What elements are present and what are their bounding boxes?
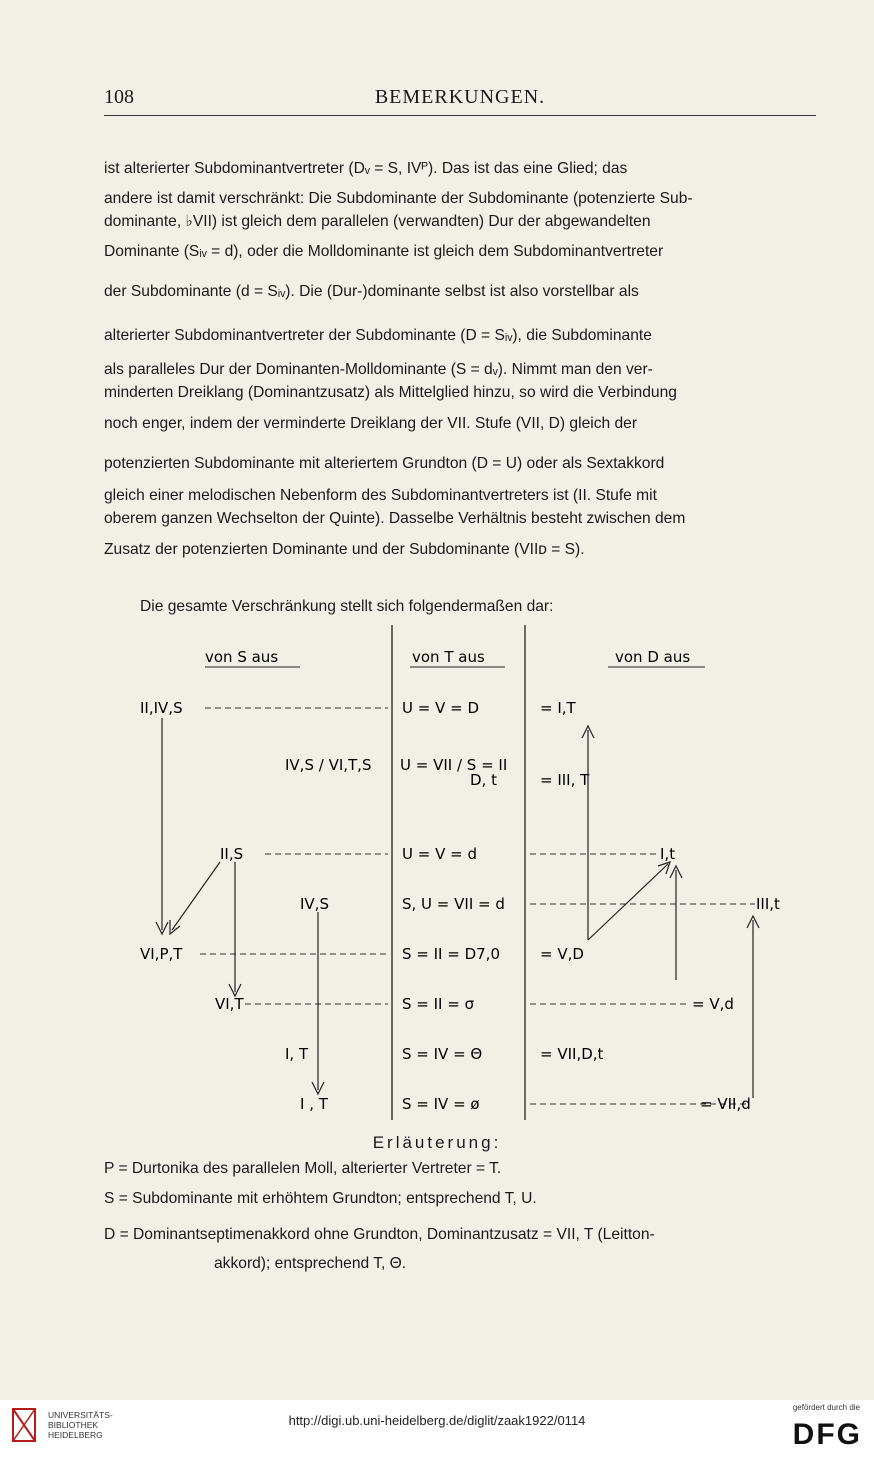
diagram-cell: S = II = D7,0 — [402, 945, 500, 963]
diagram-cell: = VII,D,t — [540, 1045, 604, 1063]
diagram-cell: U = V = d — [402, 845, 477, 863]
legend — [104, 1160, 816, 1280]
body-line: noch enger, indem der verminderte Dreiklang der VII. Stufe (VII, D) gleich der — [104, 415, 638, 432]
diagram-cell: II,IV,S — [140, 699, 183, 717]
body-line: andere ist damit verschränkt: Die Subdominante der Subdominante (potenzierte Sub- — [104, 190, 693, 207]
diagram-cell: = III, T — [540, 771, 590, 789]
diagram-cell: I, T — [285, 1045, 309, 1063]
source-url[interactable]: http://digi.ub.uni-heidelberg.de/diglit/zaak1922/0114 — [288, 1413, 586, 1428]
diagram-cell: VI,P,T — [140, 945, 183, 963]
dfg-logo: DFG — [792, 1418, 862, 1451]
legend-title: Erläuterung: — [372, 1133, 502, 1152]
body-line: Zusatz der potenzierten Dominante und der Subdominante (VIIᴅ = S). — [104, 541, 585, 558]
diagram-cell: = I,T — [540, 699, 576, 717]
column-header-d: von D aus — [615, 648, 691, 666]
running-title: BEMERKUNGEN. — [374, 86, 546, 108]
body-line: dominante, ♭VII) ist gleich dem parallelen (verwandten) Dur der abgewandelten — [104, 213, 651, 230]
body-line: ist alterierter Subdominantvertreter (Dᵥ = S, IVᴾ). Das ist das eine Glied; das — [104, 160, 628, 177]
diagram-cell: S = IV = Θ — [402, 1045, 483, 1063]
viewer-footer — [0, 1400, 874, 1459]
diagram-cell: U = V = D — [402, 699, 479, 717]
diagram-cell: = V,d — [692, 995, 734, 1013]
lead-sentence: Die gesamte Verschränkung stellt sich folgendermaßen dar: — [140, 598, 554, 615]
body-line: minderten Dreiklang (Dominantzusatz) als Mittelglied hinzu, so wird die Verbindung — [104, 384, 677, 401]
diagram-cell: IV,S / VI,T,S — [285, 756, 372, 774]
body-line: als paralleles Dur der Dominanten-Molldominante (S = dᵥ). Nimmt man den ver- — [104, 361, 653, 378]
diagram-cell: I,t — [660, 845, 676, 863]
diagram-cell: I , T — [300, 1095, 328, 1113]
legend-item: S = Subdominante mit erhöhtem Grundton; entsprechend T, U. — [104, 1190, 537, 1207]
legend-item: P = Durtonika des parallelen Moll, alterierter Vertreter = T. — [104, 1160, 502, 1177]
legend-item: akkord); entsprechend T, Θ. — [214, 1255, 407, 1272]
body-line: potenzierten Subdominante mit alteriertem Grundton (D = U) oder als Sextakkord — [104, 455, 665, 472]
diagram-cell: IV,S — [300, 895, 329, 913]
diagram-cell: = VII,d — [700, 1095, 751, 1113]
page-header — [104, 86, 816, 116]
sponsor-caption: gefördert durch die — [792, 1403, 860, 1412]
header-rule — [104, 115, 816, 116]
body-line: alterierter Subdominantvertreter der Subdominante (D = Sᵢᵥ), die Subdominante — [104, 327, 652, 344]
page-number: 108 — [104, 86, 134, 108]
body-text — [104, 150, 816, 570]
diagram-cell: S = II = σ — [402, 995, 475, 1013]
body-line: oberem ganzen Wechselton der Quinte). Dasselbe Verhältnis besteht zwischen dem — [104, 510, 686, 527]
body-line: der Subdominante (d = Sᵢᵥ). Die (Dur-)dominante selbst ist also vorstellbar als — [104, 283, 639, 300]
column-header-t: von T aus — [412, 648, 485, 666]
diagram-cell: S = IV = ø — [402, 1095, 480, 1113]
body-line: gleich einer melodischen Nebenform des Subdominantvertreters ist (II. Stufe mit — [104, 487, 657, 504]
library-name: UNIVERSITÄTS- BIBLIOTHEK HEIDELBERG — [48, 1410, 113, 1440]
diagram-cell: VI,T — [215, 995, 244, 1013]
diagram-cell: II,S — [220, 845, 244, 863]
legend-item: D = Dominantseptimenakkord ohne Grundton, Dominantzusatz = VII, T (Leitton- — [104, 1226, 655, 1243]
diagram-cell: S, U = VII = d — [402, 895, 505, 913]
diagram-cell: U = VII / S = II — [400, 756, 508, 774]
chord-diagram — [120, 620, 820, 1135]
diagram-cell: D, t — [470, 771, 497, 789]
column-header-s: von S aus — [205, 648, 279, 666]
body-line: Dominante (Sᵢᵥ = d), oder die Molldominante ist gleich dem Subdominantvertreter — [104, 243, 664, 260]
diagram-cell: III,t — [756, 895, 780, 913]
diagram-cell: = V,D — [540, 945, 584, 963]
